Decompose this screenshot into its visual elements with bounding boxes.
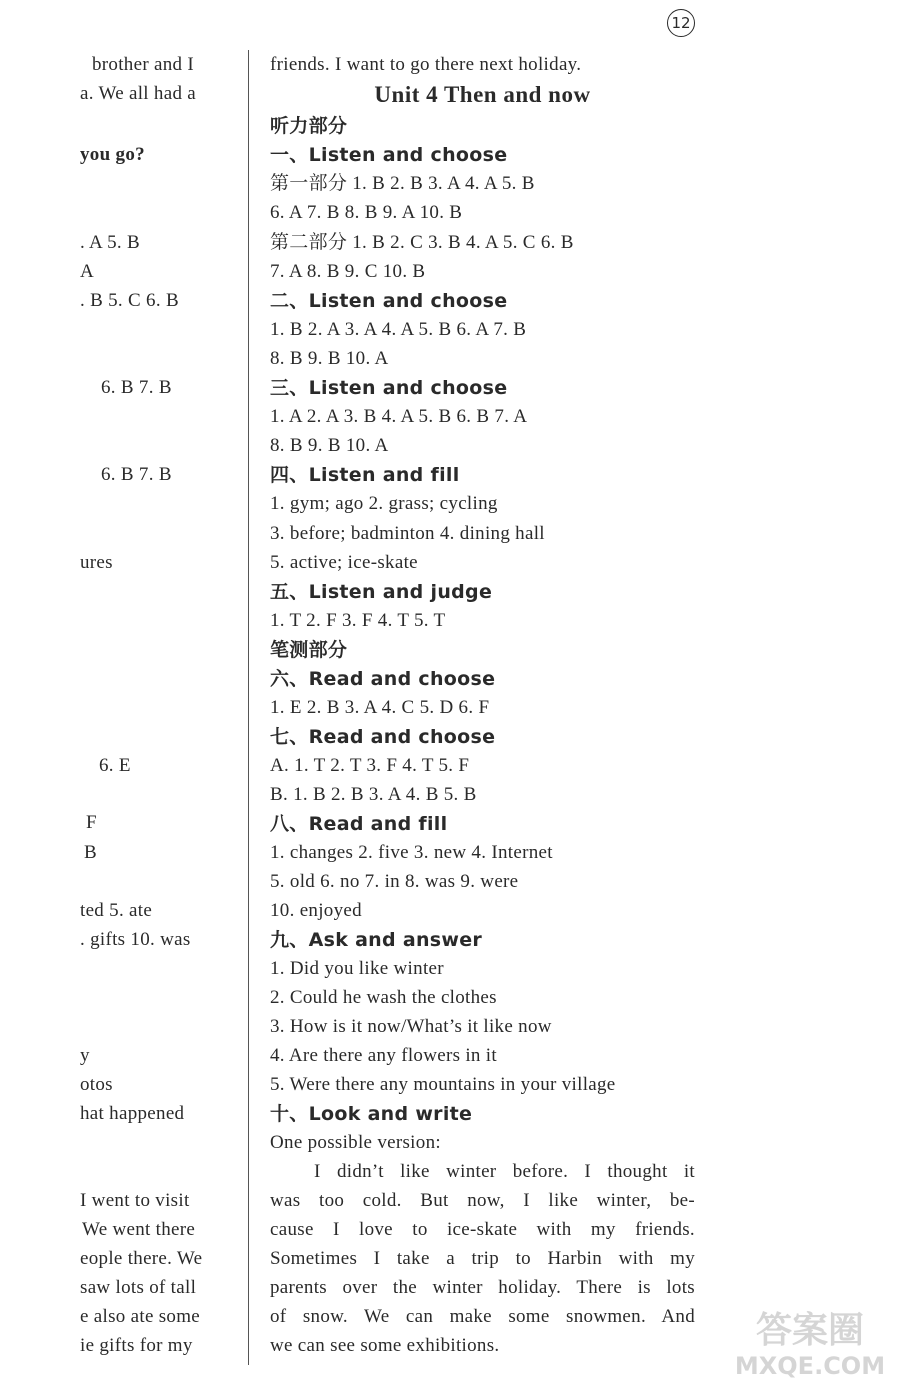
writing-part-heading: 笔测部分: [270, 639, 348, 661]
answer-line: 1. A 2. A 3. B 4. A 5. B 6. B 7. A: [270, 406, 528, 427]
left-fragment-line: y: [80, 1045, 90, 1066]
essay-line: was too cold. But now, I like winter, be-: [270, 1190, 695, 1211]
section-3-heading: 三、Listen and choose: [270, 377, 508, 399]
answer-line: 1. T 2. F 3. F 4. T 5. T: [270, 610, 446, 631]
essay-paragraph: [270, 1157, 695, 1360]
essay-line: cause I love to ice-skate with my friends.: [270, 1219, 695, 1240]
left-fragment-line: 6. B 7. B: [101, 464, 172, 485]
left-fragment-line: B: [84, 842, 97, 863]
section-8-heading: 八、Read and fill: [270, 813, 448, 835]
answer-line: 5. active; ice-skate: [270, 552, 418, 573]
answer-line: 1. Did you like winter: [270, 958, 444, 979]
left-fragment-line: ie gifts for my: [80, 1335, 193, 1356]
answer-line: 3. before; badminton 4. dining hall: [270, 523, 545, 544]
answer-line: 第二部分 1. B 2. C 3. B 4. A 5. C 6. B: [270, 232, 574, 253]
answer-line: 7. A 8. B 9. C 10. B: [270, 261, 426, 282]
column-divider: [248, 50, 249, 1365]
essay-line: we can see some exhibitions.: [270, 1335, 500, 1356]
left-fragment-line: brother and I: [92, 54, 195, 75]
left-fragment-line: otos: [80, 1074, 113, 1095]
section-2-heading: 二、Listen and choose: [270, 290, 508, 312]
answer-line: A. 1. T 2. T 3. F 4. T 5. F: [270, 755, 470, 776]
unit-title: Unit 4 Then and now: [374, 82, 591, 107]
section-4-heading: 四、Listen and fill: [270, 464, 460, 486]
answer-line: 2. Could he wash the clothes: [270, 987, 497, 1008]
left-fragment-line: ted 5. ate: [80, 900, 153, 921]
section-6-heading: 六、Read and choose: [270, 668, 496, 690]
left-fragment-line: F: [86, 812, 97, 833]
watermark-line1: 答案圈: [755, 1310, 865, 1351]
essay-intro: One possible version:: [270, 1132, 441, 1153]
answer-line: 3. How is it now/What’s it like now: [270, 1016, 552, 1037]
left-fragment-line: you go?: [80, 144, 145, 165]
section-9-heading: 九、Ask and answer: [270, 929, 483, 951]
left-fragment-line: ures: [80, 552, 113, 573]
left-fragment-line: saw lots of tall: [80, 1277, 197, 1298]
answer-line: 5. Were there any mountains in your village: [270, 1074, 616, 1095]
answer-line: 6. A 7. B 8. B 9. A 10. B: [270, 202, 463, 223]
answer-line: 1. E 2. B 3. A 4. C 5. D 6. F: [270, 697, 490, 718]
answer-line: 1. gym; ago 2. grass; cycling: [270, 493, 498, 514]
essay-line: I didn’t like winter before. I thought it: [314, 1161, 695, 1182]
left-fragment-line: 6. E: [99, 755, 131, 776]
answer-line: 1. changes 2. five 3. new 4. Internet: [270, 842, 553, 863]
answer-line: 10. enjoyed: [270, 900, 362, 921]
watermark-line2: MXQE.COM: [734, 1352, 886, 1380]
left-fragment-line: . gifts 10. was: [80, 929, 191, 950]
left-fragment-line: 6. B 7. B: [101, 377, 172, 398]
page-number: 12: [667, 9, 695, 37]
left-fragment-line: We went there: [82, 1219, 196, 1240]
left-fragment-line: . A 5. B: [80, 232, 140, 253]
left-fragment-line: eople there. We: [80, 1248, 203, 1269]
section-5-heading: 五、Listen and judge: [270, 581, 493, 603]
left-fragment-line: I went to visit: [80, 1190, 190, 1211]
top-line: friends. I want to go there next holiday.: [270, 54, 582, 75]
left-fragment-line: . B 5. C 6. B: [80, 290, 179, 311]
section-1-heading: 一、Listen and choose: [270, 144, 508, 166]
listening-part-heading: 听力部分: [270, 115, 348, 137]
answer-line: B. 1. B 2. B 3. A 4. B 5. B: [270, 784, 477, 805]
watermark-logo: [725, 1300, 895, 1380]
answer-line: 5. old 6. no 7. in 8. was 9. were: [270, 871, 519, 892]
left-fragment-line: A: [80, 261, 95, 282]
answer-line: 第一部分 1. B 2. B 3. A 4. A 5. B: [270, 173, 535, 194]
section-7-heading: 七、Read and choose: [270, 726, 496, 748]
answer-line: 4. Are there any flowers in it: [270, 1045, 497, 1066]
left-fragment-line: hat happened: [80, 1103, 185, 1124]
left-fragment-line: e also ate some: [80, 1306, 201, 1327]
answer-line: 1. B 2. A 3. A 4. A 5. B 6. A 7. B: [270, 319, 527, 340]
essay-line: parents over the winter holiday. There is lots: [270, 1277, 695, 1298]
answer-line: 8. B 9. B 10. A: [270, 348, 389, 369]
essay-line: of snow. We can make some snowmen. And: [270, 1306, 695, 1327]
section-10-heading: 十、Look and write: [270, 1103, 473, 1125]
answer-line: 8. B 9. B 10. A: [270, 435, 389, 456]
left-fragment-line: a. We all had a: [80, 83, 197, 104]
essay-line: Sometimes I take a trip to Harbin with my: [270, 1248, 695, 1269]
